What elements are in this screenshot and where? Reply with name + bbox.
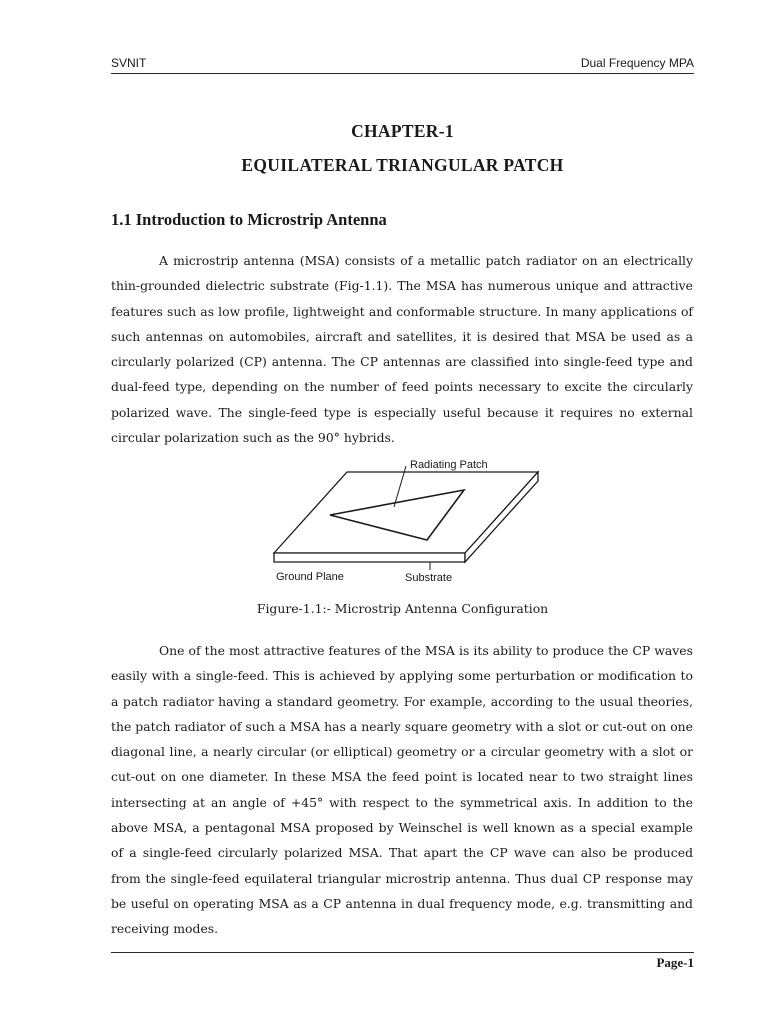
running-header	[111, 53, 694, 74]
figure-caption: Figure-1.1:- Microstrip Antenna Configuration	[256, 601, 549, 616]
chapter-number: CHAPTER-1	[351, 121, 454, 141]
microstrip-antenna-figure	[268, 452, 548, 592]
page-number: Page-1	[656, 955, 694, 970]
body-paragraph-2: One of the most attractive features of the MSA is its ability to produce the CP waves easily with a single-feed. This is achieved by applying some perturbation or modification to a patch radiator having a standard geometry. For example, according to the usual theories, the patch radiator of such a MSA has a nearly square geometry with a slot or cut-out on one diagonal line, a nearly circular (or elliptical) geometry or a circular geometry with a slot or cut-out on one diameter. In these MSA the feed point is located near to two straight lines intersecting at an angle of +45° with respect to the symmetrical axis. In addition to the above MSA, a pentagonal MSA proposed by Weinschel is well known as a special example of a single-feed circularly polarized MSA. That apart the CP wave can also be produced from the single-feed equilateral triangular microstrip antenna. Thus dual CP response may be useful on operating MSA as a CP antenna in dual frequency mode, e.g. transmitting and receiving modes.	[111, 643, 693, 937]
figure-label-radiating-patch: Radiating Patch	[410, 459, 488, 471]
body-paragraph-1: A microstrip antenna (MSA) consists of a metallic patch radiator on an electrically thin-grounded dielectric substrate (Fig-1.1). The MSA has numerous unique and attractive features such as low profile, lightweight and conformable structure. In many applications of such antennas on automobiles, aircraft and satellites, it is desired that MSA be used as a circularly polarized (CP) antenna. The CP antennas are classified into single-feed type and dual-feed type, depending on the number of feed points necessary to excite the circularly polarized wave. The single-feed type is especially useful because it requires no external circular polarization such as the 90° hybrids.	[111, 253, 693, 446]
figure-label-ground-plane: Ground Plane	[276, 571, 344, 583]
chapter-title: EQUILATERAL TRIANGULAR PATCH	[241, 155, 564, 175]
figure-label-substrate: Substrate	[405, 572, 453, 584]
header-institution: SVNIT	[111, 56, 147, 70]
section-heading: 1.1 Introduction to Microstrip Antenna	[111, 210, 387, 229]
substrate-front-face	[274, 553, 465, 562]
footer-rule	[111, 952, 694, 953]
header-document-title: Dual Frequency MPA	[580, 56, 694, 70]
